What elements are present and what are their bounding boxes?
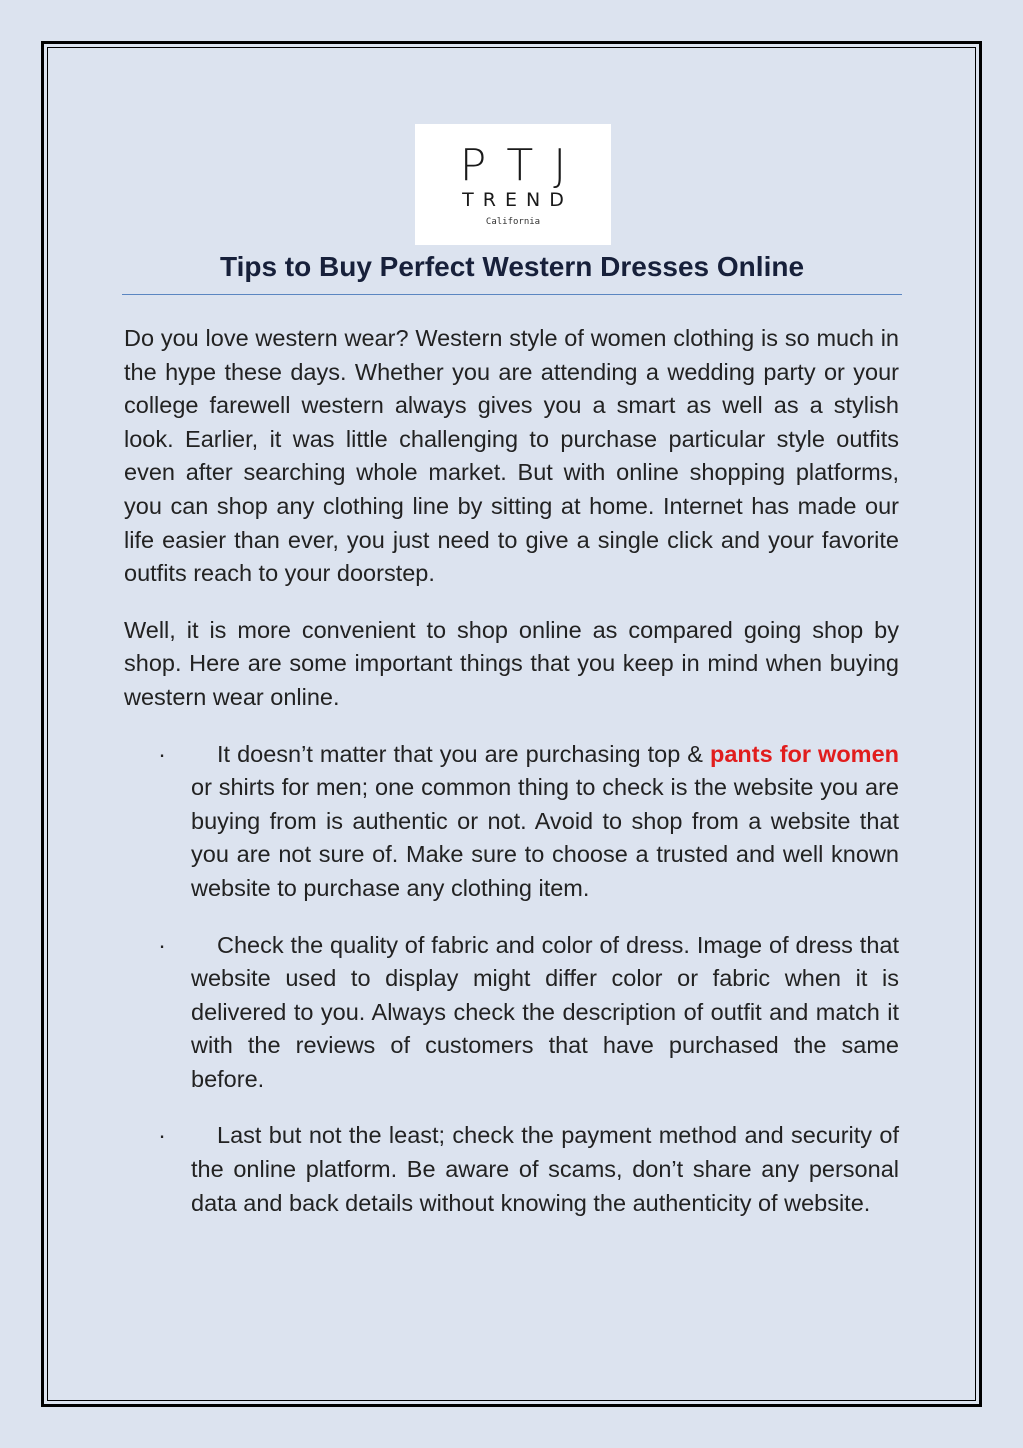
bullet-1-text-before: It doesn’t matter that you are purchasing top &	[217, 740, 710, 767]
bullet-1-text-after: or shirts for men; one common thing to check is the website you are buying from is authentic or not. Avoid to shop from a website that you are not sure of. Make sure to choose a trusted and well known website to purchase any clothing item.	[191, 774, 899, 901]
bullet-icon: ·	[158, 740, 166, 767]
bullet-icon: ·	[158, 931, 166, 958]
bullet-3-text: Last but not the least; check the payment method and security of the online platform. Be aware of scams, don’t share any personal data and back details without knowing the authenticity of website.	[191, 1122, 899, 1216]
list-item	[124, 1119, 899, 1220]
bullet-icon: ·	[158, 1122, 166, 1149]
logo-sub-text: TREND	[462, 189, 573, 211]
title-divider	[122, 294, 902, 295]
tips-list	[124, 738, 899, 1221]
pants-for-women-link[interactable]: pants for women	[710, 740, 899, 767]
logo-tagline: California	[485, 217, 541, 227]
logo-main-text: PTJ	[459, 140, 587, 191]
list-item	[124, 738, 899, 906]
ptj-trend-logo	[415, 124, 611, 245]
bullet-2-text: Check the quality of fabric and color of dress. Image of dress that website used to display might differ color or fabric when it is delivered to you. Always check the description of outfit and match it with the reviews of customers that have purchased the same before.	[191, 931, 899, 1092]
second-paragraph: Well, it is more convenient to shop online as compared going shop by shop. Here are some important things that you keep in mind when buying western wear online.	[124, 616, 899, 710]
article-body	[124, 322, 899, 1243]
list-item	[124, 929, 899, 1097]
intro-paragraph: Do you love western wear? Western style of women clothing is so much in the hype these days. Whether you are attending a wedding party or your college farewell western always gives you a smart as well as a stylish look. Earlier, it was little challenging to purchase particular style outfits even after searching whole market. But with online shopping platforms, you can shop any clothing line by sitting at home. Internet has made our life easier than ever, you just need to give a single click and your favorite outfits reach to your doorstep.	[124, 325, 899, 587]
article-title: Tips to Buy Perfect Western Dresses Online	[219, 251, 805, 282]
